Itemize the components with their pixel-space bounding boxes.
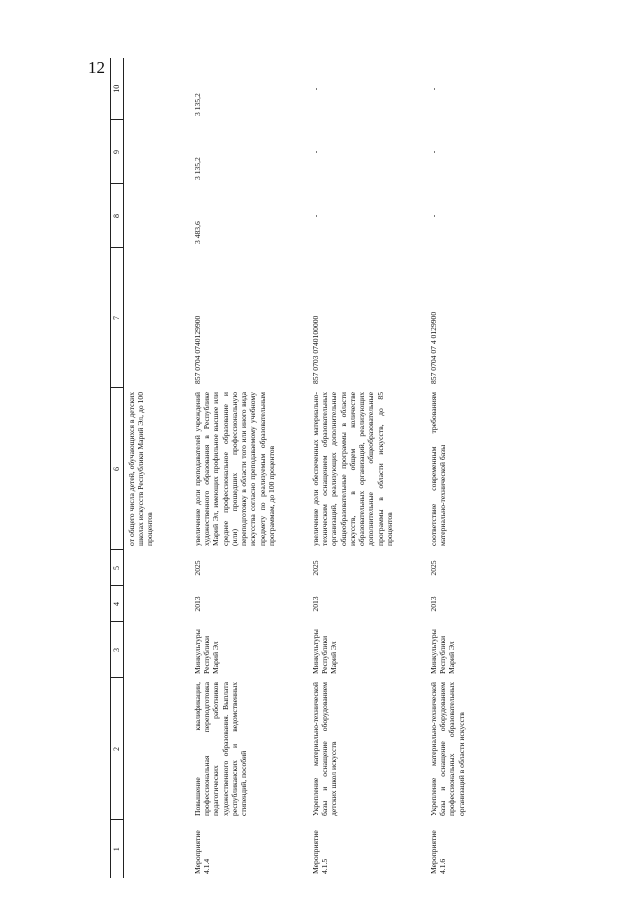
start-year-cell: 2013 [192,596,202,612]
start-year-cell [123,586,190,622]
start-year-cell: 2013 [428,596,438,612]
amount-cell: - [428,214,438,218]
table-row [426,58,544,878]
header-row [111,58,124,878]
expected-result-cell: увеличение доли преподавателей учреждений художественного образования в Республике Марий Эл, имеющих профильное высшее или среднее профессиональное образование и (или) прошедших профессиональную переподготовку в области того или иного вида искусства согласно преподаваемому учебному предмету по реализуемым образовательным программам, до 100 процентов [192,392,276,546]
amount-cell: 3 135,2 [192,157,202,180]
amount-cell: 3 483,6 [192,221,202,244]
column-header: 7 [111,248,124,388]
end-year-cell: 2025 [192,560,202,576]
budget-code-cell: 857 0704 07 4 0129900 [428,311,438,384]
measure-name-cell: Укрепление материально-технической базы и оснащение оборудованием детских школ искусств [310,682,339,816]
executor-cell: Минкультуры Республики Марий Эл [192,629,221,674]
column-header: 9 [111,120,124,184]
page-number: 12 [88,58,105,77]
expected-result-cell: соответствие современным требованиям материально-технической базы [428,392,447,546]
expected-result-cell: от общего числа детей, обучающихся в детских школах искусств Республики Марий Эл, до 100 процентов [126,392,155,546]
column-header: 1 [111,820,124,878]
measure-id-cell [123,820,190,878]
table-row [123,58,190,878]
budget-code-cell: 857 0703 0740100000 [310,315,320,384]
executor-cell: Минкультуры Республики Марий Эл [428,629,457,674]
table-row [190,58,308,878]
measure-name-cell: Повышение квалификации, профессиональная переподготовка педагогических работников художественного образования. Выплата республиканских и ведомственных стипендий, пособий [192,682,248,816]
amount-cell: - [428,150,438,154]
table-row [308,58,426,878]
amount-cell: - [310,87,320,91]
expected-result-cell: увеличение доли обеспеченных материально-техническим оснащением образовательных организаций, реализующих дополнительные общеобразовательные программы в области искусств, в общем количестве образовательных организаций, реализующих дополнительные общеобразовательные программы в области искусств, до 85 процентов [310,392,394,546]
amount-cell: 3 135,2 [192,93,202,116]
measures-table [110,58,544,878]
end-year-cell [123,550,190,586]
budget-code-cell [123,248,190,388]
measure-id-cell: Мероприятие 4.1.4 [192,830,211,874]
amount-cell [123,120,190,184]
column-header: 8 [111,184,124,248]
column-header: 6 [111,388,124,550]
executor-cell: Минкультуры Республики Марий Эл [310,629,339,674]
end-year-cell: 2025 [428,560,438,576]
column-header: 5 [111,550,124,586]
column-header: 2 [111,678,124,820]
measure-name-cell [123,678,190,820]
measure-id-cell: Мероприятие 4.1.6 [428,830,447,874]
column-header: 10 [111,58,124,120]
executor-cell [123,622,190,678]
measure-name-cell: Укрепление материально-технической базы и оснащение оборудованием профессиональных образовательных организаций в области искусств [428,682,466,816]
amount-cell: - [310,214,320,218]
amount-cell: - [310,150,320,154]
amount-cell: - [428,87,438,91]
amount-cell [123,58,190,120]
end-year-cell: 2025 [310,560,320,576]
rotated-table-area [110,58,530,878]
column-header: 4 [111,586,124,622]
measure-id-cell: Мероприятие 4.1.5 [310,830,329,874]
amount-cell [123,184,190,248]
budget-code-cell: 857 0704 0740129900 [192,315,202,384]
column-header: 3 [111,622,124,678]
start-year-cell: 2013 [310,596,320,612]
